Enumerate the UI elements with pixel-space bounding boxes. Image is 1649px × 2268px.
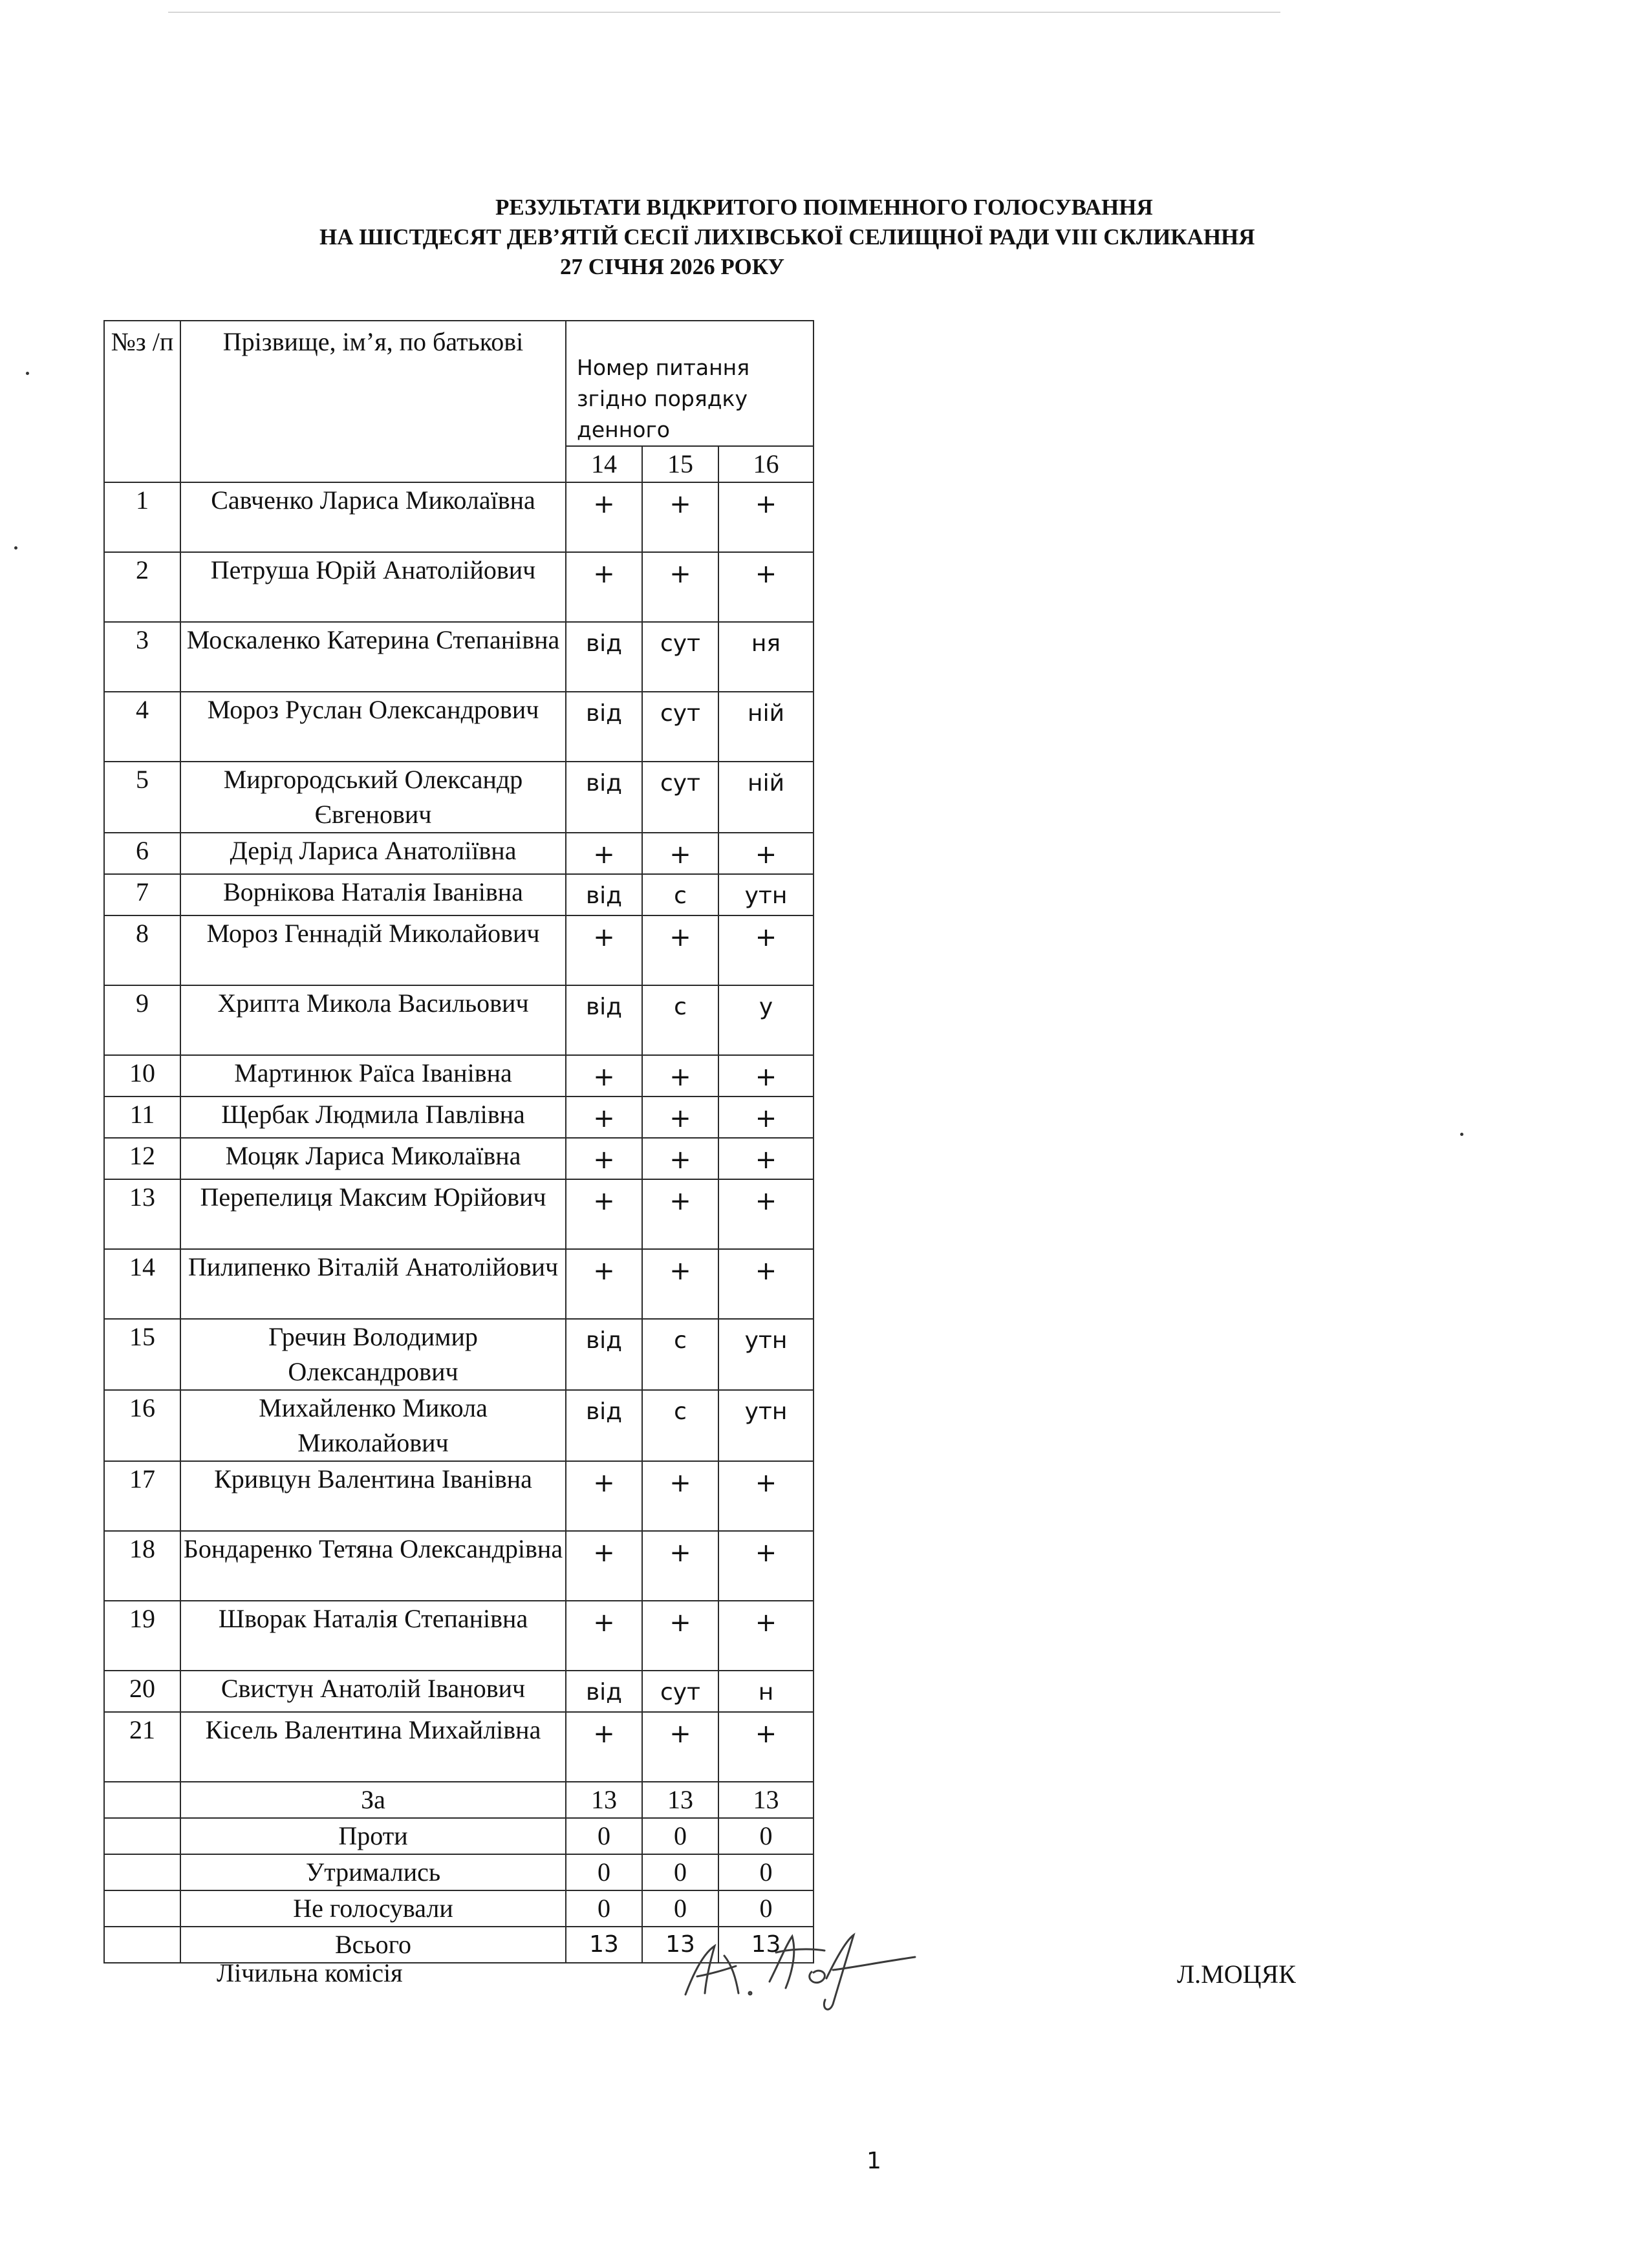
vote-cell: с (642, 985, 718, 1055)
totals-value: 0 (642, 1854, 718, 1890)
totals-label: За (180, 1782, 566, 1818)
vote-cell: + (642, 1712, 718, 1782)
vote-cell: від (566, 1671, 642, 1712)
vote-cell: ня (718, 622, 814, 692)
totals-label: Не голосували (180, 1890, 566, 1927)
deputy-name: Перепелиця Максим Юрійович (180, 1179, 566, 1249)
vote-cell: + (642, 1461, 718, 1531)
vote-cell: + (642, 1055, 718, 1097)
vote-cell: ній (718, 692, 814, 762)
row-number: 10 (104, 1055, 180, 1097)
vote-cell: + (718, 1138, 814, 1179)
totals-value: 13 (566, 1782, 642, 1818)
vote-cell: + (718, 552, 814, 622)
totals-value: 13 (642, 1782, 718, 1818)
vote-cell: + (718, 1055, 814, 1097)
vote-cell: + (718, 915, 814, 985)
vote-cell: сут (642, 622, 718, 692)
row-number: 15 (104, 1319, 180, 1390)
deputy-name: Гречин Володимир Олександрович (180, 1319, 566, 1390)
vote-cell: + (718, 1601, 814, 1671)
vote-cell: + (566, 1249, 642, 1319)
row-number: 5 (104, 762, 180, 833)
table-row (104, 1055, 814, 1097)
vote-cell: + (718, 482, 814, 552)
empty-cell (104, 1782, 180, 1818)
table-row (104, 1138, 814, 1179)
deputy-name: Михайленко Микола Миколайович (180, 1390, 566, 1461)
header-number: №з /п (104, 321, 180, 482)
deputy-name: Мороз Руслан Олександрович (180, 692, 566, 762)
vote-cell: від (566, 622, 642, 692)
totals-value: 13 (642, 1927, 718, 1963)
vote-cell: + (566, 552, 642, 622)
deputy-name: Бондаренко Тетяна Олександрівна (180, 1531, 566, 1601)
vote-cell: сут (642, 1671, 718, 1712)
table-row (104, 1712, 814, 1782)
row-number: 2 (104, 552, 180, 622)
totals-row (104, 1818, 814, 1854)
vote-cell: утн (718, 1390, 814, 1461)
totals-value: 0 (642, 1890, 718, 1927)
signer-name: Л.МОЦЯК (1177, 1960, 1296, 1989)
header-question-14: 14 (566, 446, 642, 482)
vote-cell: утн (718, 1319, 814, 1390)
row-number: 7 (104, 874, 180, 915)
table-row (104, 762, 814, 833)
vote-cell: + (718, 1097, 814, 1138)
deputy-rows (104, 482, 814, 1782)
deputy-name: Савченко Лариса Миколаївна (180, 482, 566, 552)
vote-cell: + (566, 915, 642, 985)
totals-value: 0 (718, 1890, 814, 1927)
header-question-15: 15 (642, 446, 718, 482)
vote-cell: + (642, 1601, 718, 1671)
empty-cell (104, 1890, 180, 1927)
empty-cell (104, 1854, 180, 1890)
totals-row (104, 1782, 814, 1818)
table-row (104, 622, 814, 692)
vote-cell: від (566, 985, 642, 1055)
totals-value: 0 (566, 1854, 642, 1890)
vote-cell: ній (718, 762, 814, 833)
row-number: 19 (104, 1601, 180, 1671)
empty-cell (104, 1818, 180, 1854)
vote-cell: + (642, 1179, 718, 1249)
vote-cell: + (642, 482, 718, 552)
table-row (104, 1461, 814, 1531)
totals-value: 0 (566, 1818, 642, 1854)
vote-cell: утн (718, 874, 814, 915)
totals-label: Проти (180, 1818, 566, 1854)
row-number: 1 (104, 482, 180, 552)
deputy-name: Ворнікова Наталія Іванівна (180, 874, 566, 915)
totals-value: 13 (566, 1927, 642, 1963)
header-question-16: 16 (718, 446, 814, 482)
vote-cell: + (566, 1531, 642, 1601)
table-row (104, 915, 814, 985)
table-row (104, 985, 814, 1055)
table-row (104, 1671, 814, 1712)
vote-cell: + (718, 1461, 814, 1531)
empty-cell (104, 1927, 180, 1963)
vote-cell: с (642, 1319, 718, 1390)
vote-cell: + (718, 1179, 814, 1249)
vote-cell: від (566, 1390, 642, 1461)
totals-value: 0 (718, 1818, 814, 1854)
vote-cell: від (566, 874, 642, 915)
vote-cell: + (566, 1712, 642, 1782)
vote-cell: + (642, 1138, 718, 1179)
vote-cell: сут (642, 762, 718, 833)
vote-cell: у (718, 985, 814, 1055)
totals-value: 0 (566, 1890, 642, 1927)
vote-cell: + (718, 1531, 814, 1601)
vote-cell: + (642, 915, 718, 985)
scan-speck (14, 546, 17, 550)
totals-value: 0 (642, 1818, 718, 1854)
vote-cell: + (642, 552, 718, 622)
vote-cell: + (566, 1179, 642, 1249)
vote-cell: + (718, 1712, 814, 1782)
page-number: 1 (867, 2148, 881, 2174)
title-line-2: НА ШІСТДЕСЯТ ДЕВ’ЯТІЙ СЕСІЇ ЛИХІВСЬКОЇ СЕЛИЩНОЇ РАДИ VIII СКЛИКАННЯ (319, 224, 1255, 250)
row-number: 14 (104, 1249, 180, 1319)
row-number: 11 (104, 1097, 180, 1138)
row-number: 9 (104, 985, 180, 1055)
deputy-name: Свистун Анатолій Іванович (180, 1671, 566, 1712)
totals-value: 13 (718, 1927, 814, 1963)
commission-label: Лічильна комісія (217, 1958, 403, 1987)
header-question-group: Номер питання згідно порядку денного (566, 321, 814, 446)
row-number: 3 (104, 622, 180, 692)
totals-row (104, 1854, 814, 1890)
scan-speck (1460, 1133, 1463, 1136)
deputy-name: Пилипенко Віталій Анатолійович (180, 1249, 566, 1319)
vote-cell: + (566, 1097, 642, 1138)
table-row (104, 1249, 814, 1319)
vote-cell: + (566, 1055, 642, 1097)
row-number: 16 (104, 1390, 180, 1461)
deputy-name: Шворак Наталія Степанівна (180, 1601, 566, 1671)
deputy-name: Щербак Людмила Павлівна (180, 1097, 566, 1138)
totals-value: 0 (718, 1854, 814, 1890)
row-number: 4 (104, 692, 180, 762)
vote-cell: + (566, 1601, 642, 1671)
deputy-name: Мартинюк Раїса Іванівна (180, 1055, 566, 1097)
table-row (104, 1601, 814, 1671)
table-row (104, 552, 814, 622)
row-number: 13 (104, 1179, 180, 1249)
vote-cell: + (718, 833, 814, 874)
row-number: 8 (104, 915, 180, 985)
totals-label: Всього (180, 1927, 566, 1963)
vote-cell: від (566, 1319, 642, 1390)
scan-speck (26, 372, 29, 375)
row-number: 20 (104, 1671, 180, 1712)
vote-cell: від (566, 692, 642, 762)
vote-cell: + (718, 1249, 814, 1319)
table-row (104, 833, 814, 874)
vote-cell: с (642, 874, 718, 915)
deputy-name: Кривцун Валентина Іванівна (180, 1461, 566, 1531)
deputy-name: Москаленко Катерина Степанівна (180, 622, 566, 692)
table-row (104, 874, 814, 915)
table-row (104, 1531, 814, 1601)
voting-results-table (103, 320, 814, 1963)
table-row (104, 1319, 814, 1390)
title-line-3: 27 СІЧНЯ 2026 РОКУ (560, 254, 785, 279)
vote-cell: + (566, 1138, 642, 1179)
deputy-name: Дерід Лариса Анатоліївна (180, 833, 566, 874)
vote-cell: + (642, 1097, 718, 1138)
deputy-name: Моцяк Лариса Миколаївна (180, 1138, 566, 1179)
table-row (104, 692, 814, 762)
table-row (104, 1390, 814, 1461)
handwritten-signature (660, 1917, 918, 2014)
deputy-name: Мороз Геннадій Миколайович (180, 915, 566, 985)
vote-cell: с (642, 1390, 718, 1461)
table-row (104, 1097, 814, 1138)
vote-cell: сут (642, 692, 718, 762)
totals-label: Утримались (180, 1854, 566, 1890)
vote-cell: + (566, 482, 642, 552)
deputy-name: Петруша Юрій Анатолійович (180, 552, 566, 622)
vote-cell: + (566, 833, 642, 874)
deputy-name: Хрипта Микола Васильович (180, 985, 566, 1055)
row-number: 12 (104, 1138, 180, 1179)
row-number: 21 (104, 1712, 180, 1782)
header-name: Прізвище, ім’я, по батькові (180, 321, 566, 482)
vote-cell: н (718, 1671, 814, 1712)
vote-cell: + (642, 1531, 718, 1601)
scan-edge-line (168, 12, 1280, 13)
table-row (104, 482, 814, 552)
vote-cell: + (566, 1461, 642, 1531)
table-row (104, 1179, 814, 1249)
deputy-name: Кісель Валентина Михайлівна (180, 1712, 566, 1782)
vote-cell: від (566, 762, 642, 833)
deputy-name: Миргородський Олександр Євгенович (180, 762, 566, 833)
row-number: 6 (104, 833, 180, 874)
vote-cell: + (642, 1249, 718, 1319)
row-number: 18 (104, 1531, 180, 1601)
vote-cell: + (642, 833, 718, 874)
row-number: 17 (104, 1461, 180, 1531)
title-line-1: РЕЗУЛЬТАТИ ВІДКРИТОГО ПОІМЕННОГО ГОЛОСУВАННЯ (495, 195, 1153, 220)
totals-value: 13 (718, 1782, 814, 1818)
